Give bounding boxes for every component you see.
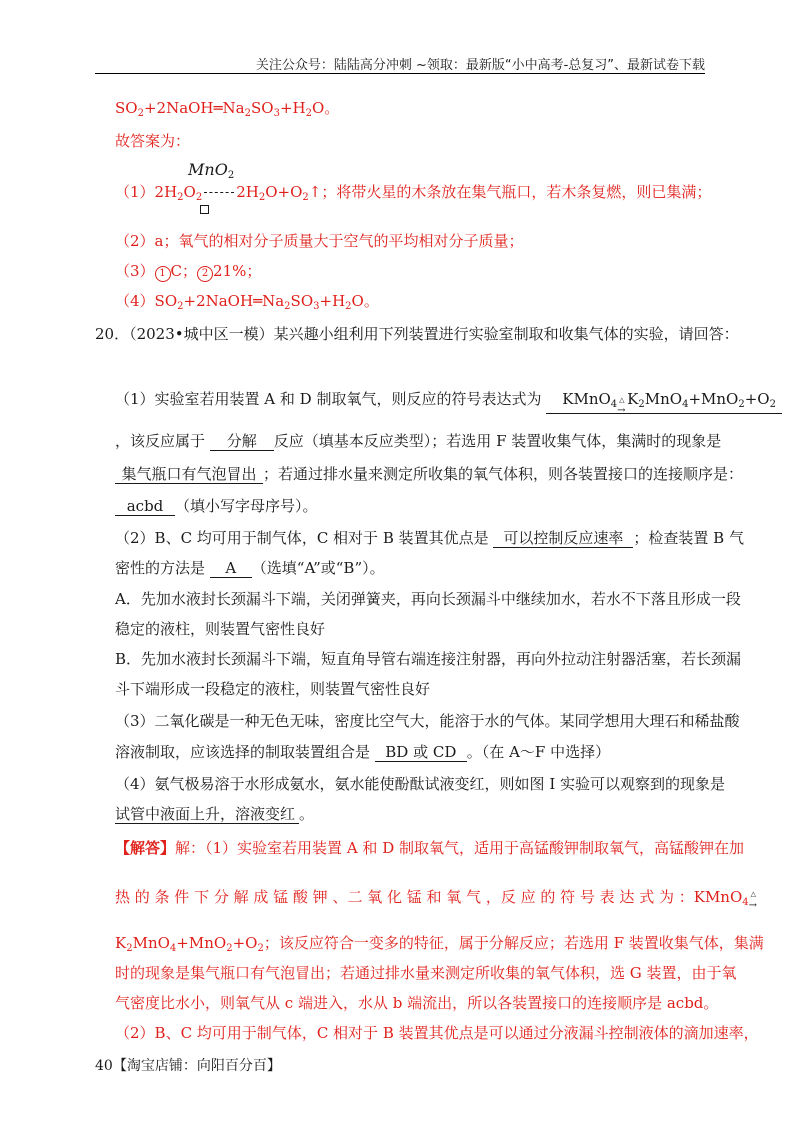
catalyst-label: MnO$_2$ [188, 160, 235, 181]
q20-part4-line1: （4）氨气极易溶于水形成氨水，氨水能使酚酞试液变红，则如图 I 实验可以观察到的现象是 [115, 775, 726, 793]
q20-answer-ab: A [210, 560, 252, 578]
q20-answer-formula: KMnO$_4$ △ → $K_2MnO_4+MnO_2+O_2$ [546, 391, 782, 414]
answer-4: $(4)SO_2+2NaOH═Na_2SO_3+H_2O$。 [115, 292, 379, 312]
answer-1: $(1)2H_2O_2$ $2H_2O+O_2↑$；将带火星的木条放在集气瓶口，若木条复燃，则已集满； [115, 183, 712, 203]
q20-answer-phenomenon: 试管中液面上升，溶液变红 [115, 806, 299, 824]
q20-answer-device-combo: BD 或 CD [375, 744, 467, 762]
solution-line2: 热 的 条 件 下 分 解 成 锰 酸 钾 、二 氧 化 锰 和 氧 气 ，反 应 的 符 号 表 达 式 为 ：KMnO$_4$ △ → [115, 888, 758, 911]
question-20-intro: 20．（2023•城中区一模）某兴趣小组利用下列装置进行实验室制取和收集气体的实验，请回答： [95, 325, 739, 343]
q20-answer-reaction-type: 分解 [210, 433, 274, 451]
q20-option-a-line2: 稳定的液柱，则装置气密性良好 [115, 620, 326, 638]
solution-tag: 【解答】 [115, 839, 176, 857]
shop-label: 【淘宝店铺：向阳百分百】 [112, 1058, 281, 1074]
q20-part2-line1: （2）B、C 均可用于制气体，C 相对于 B 装置其优点是 可以控制反应速率 ；检查装置 B 气 [115, 529, 744, 547]
q20-part4-line2: 试管中液面上升，溶液变红 。 [115, 805, 315, 823]
page-header-banner: 关注公众号：陆陆高分冲刺 ~领取：最新版“小中高考-总复习”、最新试卷下载 [255, 58, 705, 73]
solution-line4: 时的现象是集气瓶口有气泡冒出；若通过排水量来测定所收集的氧气体积，选 G 装置，由于氧 [115, 964, 737, 982]
answer-heading: 故答案为： [115, 132, 191, 150]
solution-line3: $K_2MnO_4+MnO_2+O_2$；该反应符合一变多的特征，属于分解反应；若选用 F 装置收集气体，集满 [115, 934, 764, 954]
q20-part1-line2: ，该反应属于 分解 反应（填基本反应类型）；若选用 F 装置收集气体，集满时的现象是 [115, 432, 722, 450]
answer-2: （2）a；氧气的相对分子质量大于空气的平均相对分子质量； [115, 232, 524, 250]
solution-line5: 气密度比水小，则氧气从 c 端进入，水从 b 端流出，所以各装置接口的连接顺序是 acbd。 [115, 994, 719, 1012]
q20-answer-advantage: 可以控制反应速率 [493, 530, 633, 548]
answer-3: （3） 1 C； 2 21%； [115, 262, 262, 280]
solution-line6: （2）B、C 均可用于制气体，C 相对于 B 装置其优点是可以通过分液漏斗控制液体的滴加速率， [115, 1024, 759, 1042]
q20-part3-line2: 溶液制取，应该选择的制取装置组合是 BD 或 CD 。（在 A～F 中选择） [115, 743, 611, 761]
q20-option-a-line1: A．先加水液封长颈漏斗下端，关闭弹簧夹，再向长颈漏斗中继续加水，若水不下落且形成一段 [115, 590, 741, 608]
answer-equation-so2: $SO_2+2NaOH═Na_2SO_3+H_2O$。 [115, 99, 340, 119]
q20-part2-line2: 密性的方法是 A （选填“A”或“B”）。 [115, 559, 385, 577]
header-rule [95, 73, 705, 74]
q20-part1-line4: acbd （填小写字母序号）。 [115, 495, 318, 516]
q20-option-b-line1: B．先加水液封长颈漏斗下端，短直角导管右端连接注射器，再向外拉动注射器活塞，若长颈漏 [115, 650, 742, 668]
q20-answer-full-phenomenon: 集气瓶口有气泡冒出 [115, 466, 263, 484]
q20-part1-line3: 集气瓶口有气泡冒出 ；若通过排水量来测定所收集的氧气体积，则各装置接口的连接顺序是： [115, 463, 743, 484]
q20-answer-order: acbd [115, 498, 175, 516]
q20-part1-line1: （1）实验室若用装置 A 和 D 制取氧气，则反应的符号表达式为 KMnO$_4$ △ → $K_2MnO_4+MnO_2+O_2$ [115, 388, 782, 414]
solution-line1: 【解答】解：（1）实验室若用装置 A 和 D 制取氧气，适用于高锰酸钾制取氧气，高锰酸钾在加 [115, 839, 744, 857]
page-footer [95, 1055, 281, 1075]
q20-part3-line1: （3）二氧化碳是一种无色无味，密度比空气大，能溶于水的气体。某同学想用大理石和稀盐酸 [115, 712, 740, 730]
page-number: 40 [95, 1058, 113, 1074]
q20-option-b-line2: 斗下端形成一段稳定的液柱，则装置气密性良好 [115, 680, 431, 698]
